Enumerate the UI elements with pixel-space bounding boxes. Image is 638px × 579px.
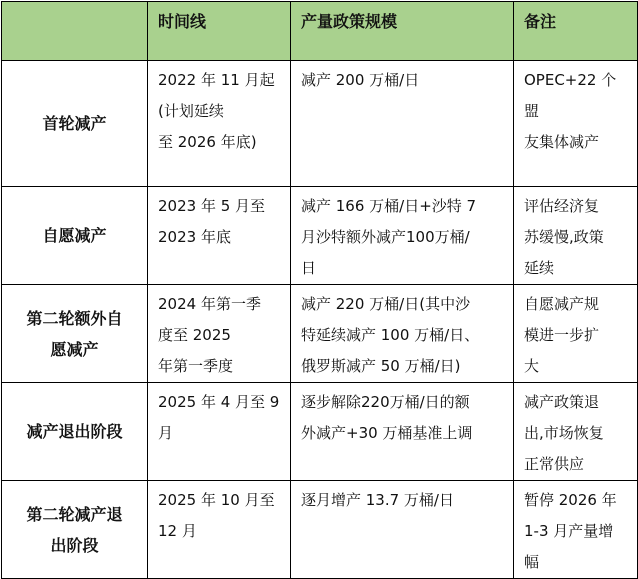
note-cell: 自愿减产规 模进一步扩 大 bbox=[514, 285, 638, 383]
note-cell: 减产政策退 出,市场恢复 正常供应 bbox=[514, 383, 638, 481]
stage-cell: 第二轮额外自 愿减产 bbox=[2, 285, 148, 383]
timeline-cell: 2025 年 4 月至 9 月 bbox=[148, 383, 291, 481]
opec-policy-table bbox=[1, 1, 638, 579]
page bbox=[0, 1, 638, 569]
policy-cell: 逐月增产 13.7 万桶/日 bbox=[291, 481, 514, 579]
stage-cell: 第二轮减产退 出阶段 bbox=[2, 481, 148, 579]
table-row bbox=[2, 285, 638, 383]
table-row bbox=[2, 187, 638, 285]
stage-cell: 首轮减产 bbox=[2, 61, 148, 187]
timeline-cell: 2025 年 10 月至 12 月 bbox=[148, 481, 291, 579]
header-timeline: 时间线 bbox=[148, 2, 291, 61]
stage-cell: 自愿减产 bbox=[2, 187, 148, 285]
policy-cell: 减产 200 万桶/日 bbox=[291, 61, 514, 187]
policy-cell: 减产 166 万桶/日+沙特 7 月沙特额外减产100万桶/ 日 bbox=[291, 187, 514, 285]
table-row bbox=[2, 481, 638, 579]
timeline-cell: 2022 年 11 月起 (计划延续 至 2026 年底) bbox=[148, 61, 291, 187]
policy-cell: 逐步解除220万桶/日的额 外减产+30 万桶基准上调 bbox=[291, 383, 514, 481]
header-note: 备注 bbox=[514, 2, 638, 61]
table-header-row bbox=[2, 2, 638, 61]
table-row bbox=[2, 61, 638, 187]
note-cell: OPEC+22 个盟 友集体减产 bbox=[514, 61, 638, 187]
note-cell: 评估经济复 苏缓慢,政策 延续 bbox=[514, 187, 638, 285]
note-cell: 暂停 2026 年 1-3 月产量增 幅 bbox=[514, 481, 638, 579]
timeline-cell: 2023 年 5 月至 2023 年底 bbox=[148, 187, 291, 285]
policy-cell: 减产 220 万桶/日(其中沙 特延续减产 100 万桶/日、 俄罗斯减产 50 万桶/日) bbox=[291, 285, 514, 383]
stage-cell: 减产退出阶段 bbox=[2, 383, 148, 481]
timeline-cell: 2024 年第一季 度至 2025 年第一季度 bbox=[148, 285, 291, 383]
table-row bbox=[2, 383, 638, 481]
header-stage bbox=[2, 2, 148, 61]
header-policy: 产量政策规模 bbox=[291, 2, 514, 61]
